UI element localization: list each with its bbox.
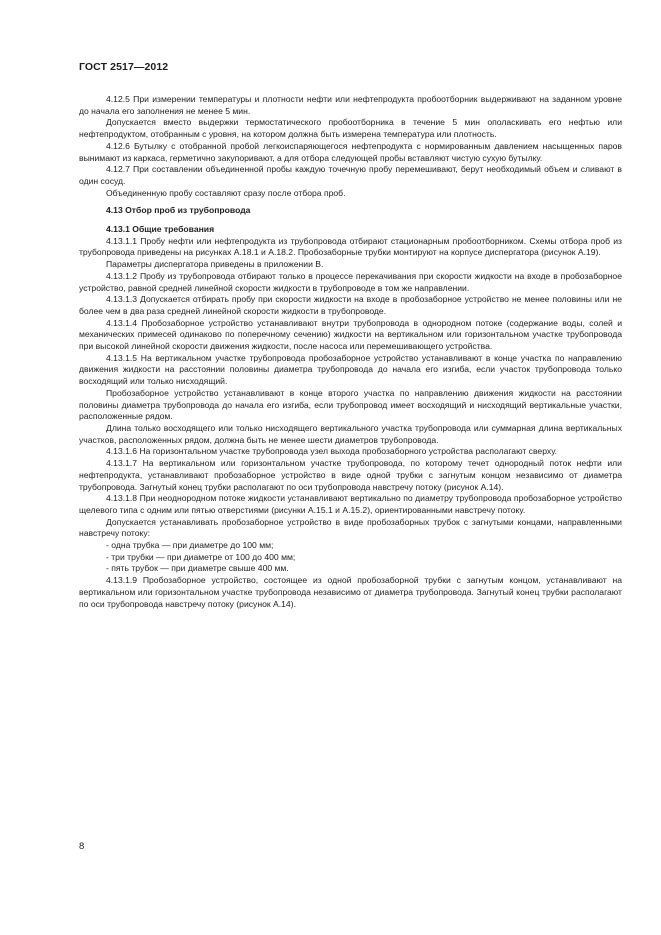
section-heading-4-13: 4.13 Отбор проб из трубопровода: [106, 205, 251, 216]
subsection-heading-4-13-1: 4.13.1 Общие требования: [106, 224, 215, 235]
list-item-five-tubes: - пять трубок — при диаметре свыше 400 мм.: [106, 563, 289, 574]
list-item-one-tube: - одна трубка — при диаметре до 100 мм;: [106, 540, 274, 551]
document-body: [79, 94, 622, 610]
document-header: ГОСТ 2517—2012: [79, 61, 169, 73]
paragraph-4-13-1-9: 4.13.1.9 Пробозаборное устройство, состоящее из одной пробозаборной трубки с загнутым концом, устанавливают на вертикальном или горизонтальном участке трубопровода независимо от диаметра трубопровода. Загнутый конец трубки располагают по оси трубопровода навстречу потоку (рисунок А.14).: [79, 575, 622, 609]
paragraph-4-13-1-6: 4.13.1.6 На горизонтальном участке трубопровода узел выхода пробозаборного устройства располагают сверху.: [106, 446, 558, 457]
paragraph-thermostatic-rinse: Допускается вместо выдержки термостатического пробоотборника в течение 5 мин ополаскивать его нефтью или нефтепродуктом, отобранным с уровня, на котором должна быть измерена температура или плотность.: [79, 117, 622, 140]
list-item-three-tubes: - три трубки — при диаметре от 100 до 400 мм;: [106, 551, 296, 562]
paragraph-4-13-1-7: 4.13.1.7 На вертикальном или горизонтальном участке трубопровода, по которому течет однородный поток нефти или нефтепродукта, устанавливают пробозаборное устройство в виде одной трубки с загнутым концом независимо от диаметра трубопровода. Загнутый конец трубки располагают по оси трубопровода навстречу потоку (рисунок А.14).: [79, 458, 622, 492]
paragraph-bent-tubes: Допускается устанавливать пробозаборное устройство в виде пробозаборных трубок с загнутыми концами, направленными навстречу потоку:: [79, 516, 622, 539]
paragraph-4-13-1-5: 4.13.1.5 На вертикальном участке трубопровода пробозаборное устройство устанавливают в конце участка по направлению движения жидкости на расстоянии половины диаметра трубопровода до начала его изгиба, если участок трубопровода только восходящий или только нисходящий.: [79, 352, 622, 387]
paragraph-4-12-7: 4.12.7 При составлении объединенной пробы каждую точечную пробу перемешивают, берут необходимый объем и сливают в один сосуд.: [79, 164, 622, 186]
paragraph-4-13-1-4: 4.13.1.4 Пробозаборное устройство устанавливают внутри трубопровода в однородном потоке (содержание воды, солей и механических примесей одинаково по поперечному сечению) жидкости на вертикальном или горизонтальном участке трубопровода при высокой линейной скорости движения жидкости, после насоса или перемешивающего устройства.: [79, 317, 622, 352]
paragraph-4-12-6: 4.12.6 Бутылку с отобранной пробой легкоиспаряющегося нефтепродукта с нормированным давлением насыщенных паров вынимают из каркаса, герметично закупоривают, а для отбора следующей пробы вставляют чистую сухую бутылку.: [79, 140, 622, 163]
paragraph-segment-length: Длина только восходящего или только нисходящего вертикального участка трубопровода или суммарная длина вертикальных участков, расположенных рядом, должна быть не менее шести диаметров трубопровода.: [79, 422, 622, 445]
paragraph-4-13-1-1: 4.13.1.1 Пробу нефти или нефтепродукта из трубопровода отбирают стационарным пробоотборником. Схемы отбора проб из трубопровода приведены на рисунках А.18.1 и А.18.2. Пробозаборные трубки монтируют на корпусе диспергатора (рисунок А.19).: [79, 235, 622, 258]
paragraph-second-segment: Пробозаборное устройство устанавливают в конце второго участка по направлению движения жидкости на расстоянии половины диаметра трубопровода до начала его изгиба, если трубопровод имеет восходящий и нисходящий вертикальные участки, расположенные рядом.: [79, 387, 622, 422]
paragraph-4-13-1-3: 4.13.1.3 Допускается отбирать пробу при скорости жидкости на входе в пробозаборное устройство не менее половины или не более чем в два раза средней линейной скорости жидкости в трубопроводе.: [79, 294, 622, 316]
page-number: 8: [79, 841, 85, 852]
paragraph-4-13-1-8: 4.13.1.8 При неоднородном потоке жидкости устанавливают вертикально по диаметру трубопровода пробозаборное устройство щелевого типа с одним или пятью отверстиями (рисунки А.15.1 и А.15.2), ориентированными навстречу потоку.: [79, 493, 622, 515]
paragraph-4-13-1-2: 4.13.1.2 Пробу из трубопровода отбирают только в процессе перекачивания при скорости жидкости на входе в пробозаборное устройство, равной средней линейной скорости жидкости в трубопроводе в том же направлении.: [79, 270, 622, 293]
paragraph-4-12-5: 4.12.5 При измерении температуры и плотности нефти или нефтепродукта пробоотборник выдерживают на заданном уровне до начала его заполнения не менее 5 мин.: [79, 94, 622, 116]
paragraph-disperser-params: Параметры диспергатора приведены в приложении В.: [106, 259, 324, 270]
paragraph-combined-sample: Объединенную пробу составляют сразу после отбора проб.: [106, 187, 346, 198]
